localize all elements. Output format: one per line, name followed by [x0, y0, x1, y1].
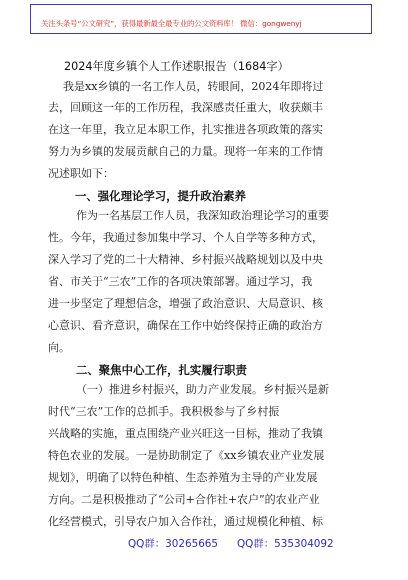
document-title: 2024年度乡镇个人工作述职报告（1684字） [64, 60, 289, 73]
paragraph-line: 向。 [48, 341, 70, 354]
paragraph-line: 努力为乡镇的发展贡献自己的力量。现将一年来的工作情 [48, 145, 323, 158]
paragraph-line: 特色农业的发展。一是协助制定了《xx乡镇农业产业发展 [48, 449, 325, 462]
paragraph-line: 化经营模式，引导农户加入合作社，通过规模化种植、标 [48, 515, 323, 528]
paragraph-line: 作为一名基层工作人员，我深知政治理论学习的重要 [76, 209, 329, 222]
paragraph-line: 方向。二是积极推动了“公司+合作社+农户”的农业产业 [48, 493, 320, 506]
promo-banner-text: 关注头条号“公文研究”，获得最新最全最专业的公文资料库！ 微信：gongwenyj [41, 19, 302, 28]
paragraph-line: 况述职如下： [48, 167, 114, 180]
section-heading: 一、强化理论学习，提升政治素养 [75, 189, 246, 203]
paragraph-line: 规划》，明确了以特色种植、生态养殖为主导的产业发展 [48, 471, 318, 484]
footer-qq-group-1: QQ群：30265665 [128, 538, 219, 550]
paragraph-line: 在这一年里，我立足本职工作，扎实推进各项政策的落实 [48, 123, 323, 136]
footer-qq-group-2: QQ群：535304092 [237, 538, 334, 550]
paragraph-line: 深入学习了党的二十大精神、乡村振兴战略规划以及中央 [48, 253, 323, 266]
paragraph-line: （一）推进乡村振兴，助力产业发展。乡村振兴是新 [76, 383, 329, 396]
paragraph-line: 我是xx乡镇的一名工作人员，转眼间，2024年即将过 [63, 80, 324, 93]
section-heading: 二、聚焦中心工作，扎实履行职责 [76, 363, 247, 377]
paragraph-line: 进一步坚定了理想信念，增强了政治意识、大局意识、核 [48, 297, 323, 310]
paragraph-line: 性。今年，我通过参加集中学习、个人自学等多种方式， [48, 231, 323, 244]
paragraph-line: 心意识、看齐意识，确保在工作中始终保持正确的政治方 [48, 319, 323, 332]
promo-banner [30, 4, 372, 34]
paragraph-line: 兴战略的实施，重点围绕产业兴旺这一目标，推动了我镇 [48, 427, 323, 440]
paragraph-line: 省、市关于“三农”工作的各项决策部署。通过学习，我 [48, 275, 313, 288]
paragraph-line: 时代“三农”工作的总抓手。我积极参与了乡村振 [48, 405, 280, 418]
paragraph-line: 去，回顾这一年的工作历程，我深感责任重大，收获颇丰 [48, 101, 323, 114]
